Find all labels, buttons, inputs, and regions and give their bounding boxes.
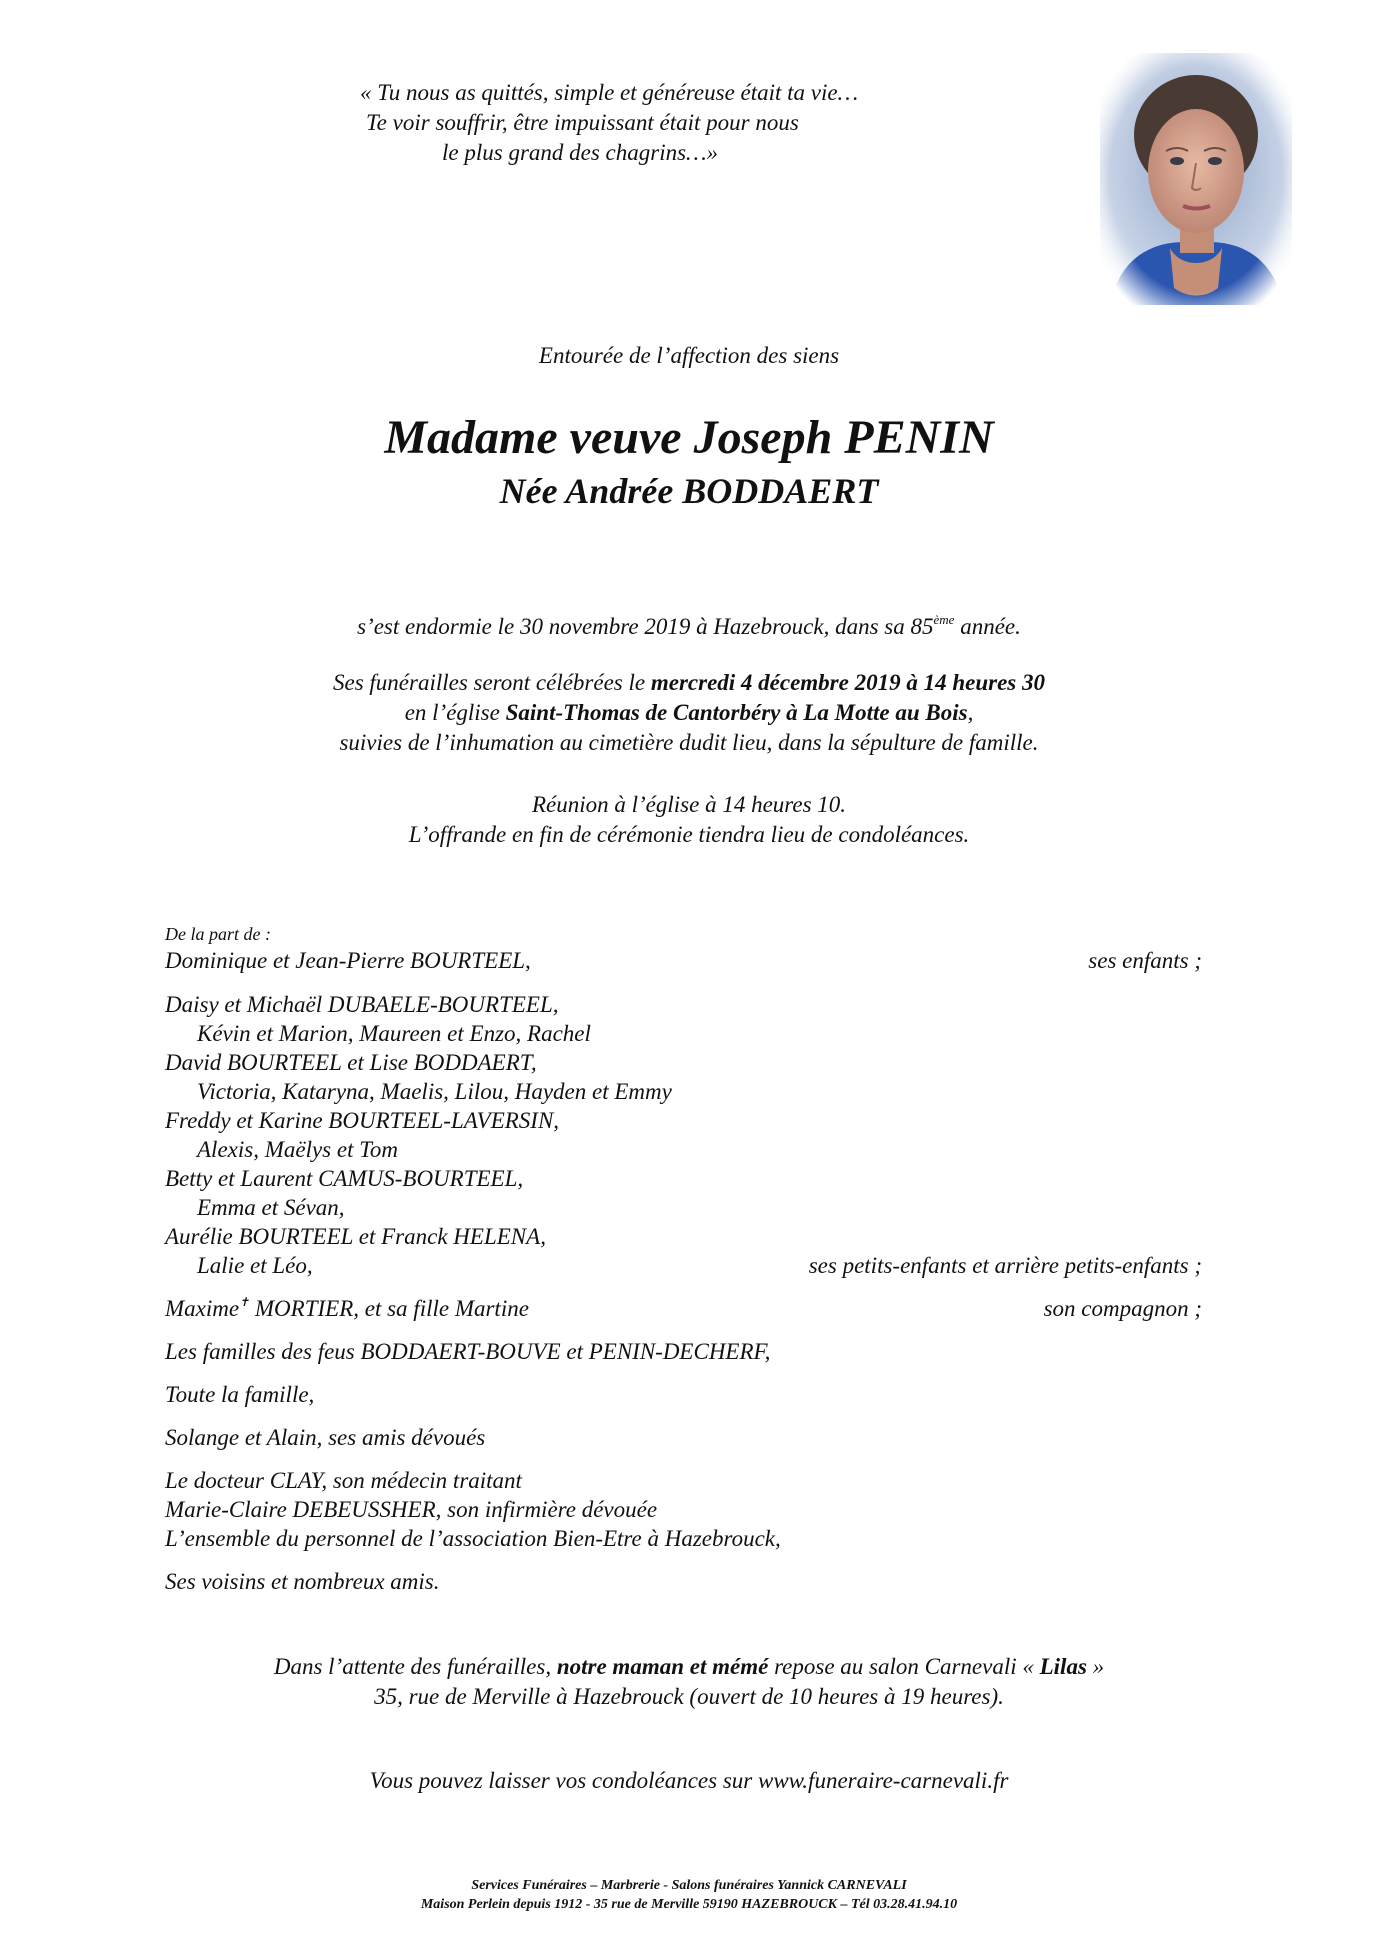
children-role: ses enfants ; xyxy=(1088,948,1202,973)
rest-salon: repose au salon Carnevali « xyxy=(768,1654,1040,1679)
footer-line-2: Maison Perlein depuis 1912 - 35 rue de Merville 59190 HAZEBROUCK – Tél 03.28.41.94.10 xyxy=(420,1897,958,1912)
rest-salon-name: Lilas xyxy=(1039,1654,1087,1679)
death-text-end: année. xyxy=(954,614,1021,639)
grandchild-family-2: David BOURTEEL et Lise BODDAERT, xyxy=(165,1050,537,1075)
grandchild-family-5-kids: Lalie et Léo, xyxy=(197,1253,313,1278)
whole-family: Toute la famille, xyxy=(165,1382,315,1407)
grandchild-family-1-kids: Kévin et Marion, Maureen et Enzo, Rachel xyxy=(197,1021,591,1046)
funeral-intro: Ses funérailles seront célébrées le xyxy=(332,670,651,695)
companion-role: son compagnon ; xyxy=(1043,1296,1202,1321)
poem-line-2: Te voir souffrir, être impuissant était pour nous xyxy=(366,110,799,135)
grandchild-family-3-kids: Alexis, Maëlys et Tom xyxy=(197,1137,399,1162)
reunion-line-2: L’offrande en fin de cérémonie tiendra lieu de condoléances. xyxy=(408,822,970,847)
funeral-church-end: , xyxy=(967,700,974,725)
grandchild-family-1: Daisy et Michaël DUBAELE-BOURTEEL, xyxy=(165,992,559,1017)
funeral-date: mercredi 4 décembre 2019 à 14 heures 30 xyxy=(650,670,1045,695)
grandchildren-role: ses petits-enfants et arrière petits-enfants ; xyxy=(808,1253,1202,1278)
funeral-church-intro: en l’église xyxy=(404,700,506,725)
grandchild-family-4-kids: Emma et Sévan, xyxy=(197,1195,345,1220)
rest-end: » xyxy=(1086,1654,1105,1679)
poem xyxy=(360,78,858,168)
rest-intro: Dans l’attente des funérailles, xyxy=(273,1654,557,1679)
rest-who: notre maman et mémé xyxy=(556,1654,769,1679)
funeral-line-1 xyxy=(0,668,1378,698)
cross-icon: ✝ xyxy=(239,1295,250,1309)
neighbours: Ses voisins et nombreux amis. xyxy=(165,1569,440,1594)
children-names: Dominique et Jean-Pierre BOURTEEL, xyxy=(165,948,531,973)
grandchild-family-5: Aurélie BOURTEEL et Franck HELENA, xyxy=(165,1224,546,1249)
from-label: De la part de : xyxy=(165,924,271,944)
birth-name: Née Andrée BODDAERT xyxy=(499,471,879,511)
association-staff: L’ensemble du personnel de l’association Bien-Etre à Hazebrouck, xyxy=(165,1526,781,1551)
condolences-text: Vous pouvez laisser vos condoléances sur www.funeraire-carnevali.fr xyxy=(369,1768,1009,1793)
rest-line-1 xyxy=(0,1652,1378,1682)
funeral-line-3: suivies de l’inhumation au cimetière dudit lieu, dans la sépulture de famille. xyxy=(339,730,1039,755)
portrait-photo xyxy=(1100,53,1292,305)
reunion-line-1: Réunion à l’église à 14 heures 10. xyxy=(531,792,847,817)
poem-line-1: « Tu nous as quittés, simple et généreuse était ta vie… xyxy=(360,80,859,105)
poem-line-3: le plus grand des chagrins…» xyxy=(442,140,718,165)
rest-line-2: 35, rue de Merville à Hazebrouck (ouvert de 10 heures à 19 heures). xyxy=(374,1684,1004,1709)
grandchild-family-2-kids: Victoria, Kataryna, Maelis, Lilou, Hayden et Emmy xyxy=(197,1079,672,1104)
intro-text: Entourée de l’affection des siens xyxy=(538,343,840,368)
companion-first-name: Maxime xyxy=(165,1296,240,1321)
funeral-line-2 xyxy=(0,698,1378,728)
friends: Solange et Alain, ses amis dévoués xyxy=(165,1425,486,1450)
companion-rest: MORTIER, et sa fille Martine xyxy=(249,1296,529,1321)
death-announcement xyxy=(0,612,1378,642)
nurse: Marie-Claire DEBEUSSHER, son infirmière dévouée xyxy=(165,1497,658,1522)
death-text: s’est endormie le 30 novembre 2019 à Hazebrouck, dans sa 85 xyxy=(357,614,934,639)
death-ordinal-suffix: ème xyxy=(933,612,955,627)
footer-line-1: Services Funéraires – Marbrerie - Salons funéraires Yannick CARNEVALI xyxy=(471,1878,907,1893)
grandchild-family-4: Betty et Laurent CAMUS-BOURTEEL, xyxy=(165,1166,524,1191)
extended-families: Les familles des feus BODDAERT-BOUVE et PENIN-DECHERF, xyxy=(165,1339,771,1364)
grandchild-family-3: Freddy et Karine BOURTEEL-LAVERSIN, xyxy=(165,1108,560,1133)
funeral-church: Saint-Thomas de Cantorbéry à La Motte au Bois xyxy=(505,700,968,725)
doctor: Le docteur CLAY, son médecin traitant xyxy=(165,1468,522,1493)
companion-line xyxy=(165,1296,529,1322)
deceased-name: Madame veuve Joseph PENIN xyxy=(384,411,994,464)
